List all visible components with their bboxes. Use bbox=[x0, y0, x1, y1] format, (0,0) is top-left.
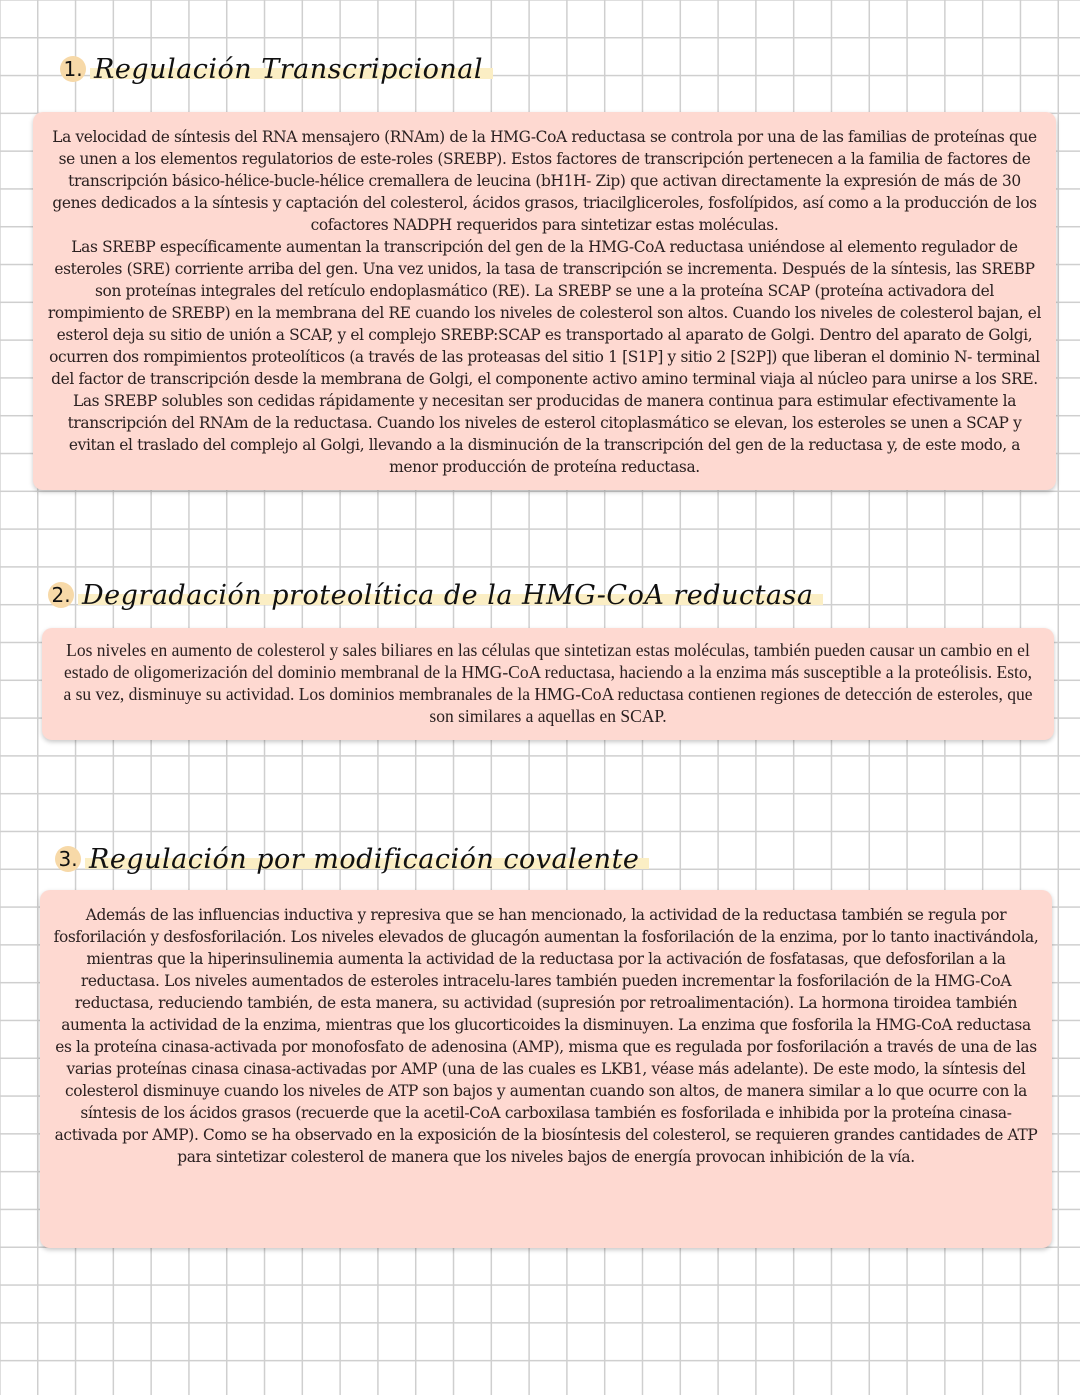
paragraph: Los niveles en aumento de colesterol y sales biliares en las células que sintetizan estas moléculas, también pueden causar un cambio en el estado de oligomerización del dominio membranal de la HMG-CoA reductasa, haciendo a la enzima más susceptible a la proteólisis. Esto, a su vez, disminuye su actividad. Los dominios membranales de la HMG-CoA reductasa contienen regiones de detección de esteroles, que son similares a aquellas en SCAP. bbox=[63, 640, 1033, 726]
section-title: Regulación Transcripcional bbox=[90, 54, 493, 85]
section-3-card bbox=[40, 890, 1052, 1248]
section-2-heading bbox=[48, 570, 823, 620]
paragraph: Además de las influencias inductiva y represiva que se han mencionado, la actividad de la reductasa también se regula por fosforilación y desfosforilación. Los niveles elevados de glucagón aumentan la fosforilación de la enzima, por lo tanto inactivándola, mientras que la hiperinsulinemia aumenta la actividad de la reductasa por la activación de fosfatasas, que defosforilan a la reductasa. Los niveles aumentados de esteroles intracelu-lares también pueden incrementar la fosforilación de la HMG-CoA reductasa, reduciendo también, de esta manera, su actividad (supresión por retroalimentación). La hormona tiroidea también aumenta la actividad de la enzima, mientras que los glucorticoides la disminuyen. La enzima que fosforila la HMG-CoA reductasa es la proteína cinasa-activada por monofosfato de adenosina (AMP), misma que es regulada por fosforilación a través de una de las varias proteínas cinasa cinasa-activadas por AMP (una de las cuales es LKB1, véase más adelante). De este modo, la síntesis del colesterol disminuye cuando los niveles de ATP son bajos y aumentan cuando son altos, de manera similar a lo que ocurre con la síntesis de los ácidos grasos (recuerde que la acetil-CoA carboxilasa también es fosforilada e inhibida por la proteína cinasa-activada por AMP). Como se ha observado en la exposición de la biosíntesis del colesterol, se requieren grandes cantidades de ATP para sintetizar colesterol de manera que los niveles bajos de energía provocan inhibición de la vía. bbox=[53, 906, 1039, 1166]
section-number-badge: 2 . bbox=[48, 582, 74, 608]
section-title: Degradación proteolítica de la HMG-CoA reductasa bbox=[78, 580, 823, 611]
section-number-badge: 1 . bbox=[60, 56, 86, 82]
section-number-badge: 3 . bbox=[55, 846, 81, 872]
section-1-heading bbox=[60, 44, 493, 94]
section-number: 2 bbox=[51, 583, 65, 607]
section-number: 3 bbox=[58, 847, 72, 871]
section-2-card bbox=[42, 628, 1054, 740]
section-title: Regulación por modificación covalente bbox=[85, 844, 649, 875]
section-1-card bbox=[33, 112, 1056, 490]
paragraph: Las SREBP específicamente aumentan la transcripción del gen de la HMG-CoA reductasa uniéndose al elemento regulador de esteroles (SRE) corriente arriba del gen. Una vez unidos, la tasa de transcripción se incrementa. Después de la síntesis, las SREBP son proteínas integrales del retículo endoplasmático (RE). La SREBP se une a la proteína SCAP (proteína activadora del rompimiento de SREBP) en la membrana del RE cuando los niveles de colesterol son altos. Cuando los niveles de colesterol bajan, el esterol deja su sitio de unión a SCAP, y el complejo SREBP:SCAP es transportado al aparato de Golgi. Dentro del aparato de Golgi, ocurren dos rompimientos proteolíticos (a través de las proteasas del sitio 1 [S1P] y sitio 2 [S2P]) que liberan el dominio N- terminal del factor de transcripción desde la membrana de Golgi, el componente activo amino terminal viaja al núcleo para unirse a los SRE. Las SREBP solubles son cedidas rápidamente y necesitan ser producidas de manera continua para estimular efectivamente la transcripción del RNAm de la reductasa. Cuando los niveles de esterol citoplasmático se elevan, los esteroles se unen a SCAP y evitan el traslado del complejo al Golgi, llevando a la disminución de la transcripción del gen de la reductasa y, de este modo, a menor producción de proteína reductasa. bbox=[47, 238, 1042, 476]
paragraph: La velocidad de síntesis del RNA mensajero (RNAm) de la HMG-CoA reductasa se controla por una de las familias de proteínas que se unen a los elementos regulatorios de este-roles (SREBP). Estos factores de transcripción pertenecen a la familia de factores de transcripción básico-hélice-bucle-hélice cremallera de leucina (bH1H- Zip) que activan directamente la expresión de más de 30 genes dedicados a la síntesis y captación del colesterol, ácidos grasos, triacilgliceroles, fosfolípidos, así como a la producción de los cofactores NADPH requeridos para sintetizar estas moléculas. bbox=[52, 128, 1037, 234]
section-3-heading bbox=[55, 834, 649, 884]
section-number: 1 bbox=[63, 57, 77, 81]
